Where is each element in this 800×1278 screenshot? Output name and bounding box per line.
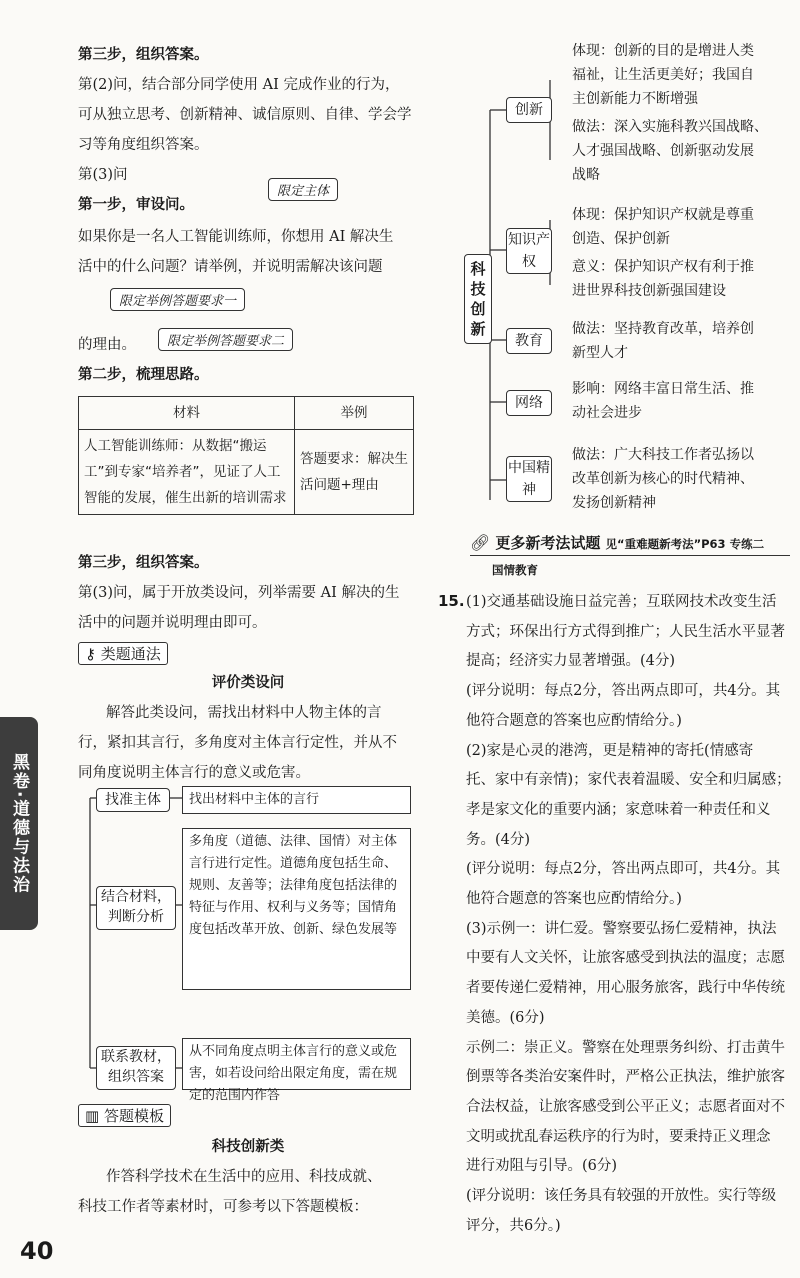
section1-para-line1: 解答此类设问，需找出材料中人物主体的言 bbox=[106, 705, 382, 721]
ip-line1: 体现：保护知识产权就是尊重 bbox=[572, 207, 754, 223]
answer-line: 他符合题意的答案也应酌情给分。) bbox=[466, 712, 682, 729]
question-number: 15. bbox=[438, 592, 465, 610]
flow-text-identify-subject: 找出材料中主体的言行 bbox=[182, 786, 411, 814]
step3-title: 第三步，组织答案。 bbox=[78, 46, 209, 63]
link-icon: 🔗︎ bbox=[470, 533, 491, 552]
step3b-text-line2: 活中的问题并说明理由即可。 bbox=[78, 615, 267, 631]
flow-text-analyze: 多角度（道德、法律、国情）对主体言行进行定性。道德角度包括生命、规则、友善等；法律角度包括法律的特征与作用、权利与义务等；国情角度包括改革开放、创新、绿色发展等 bbox=[182, 828, 411, 990]
network-line2: 动社会进步 bbox=[572, 405, 642, 421]
answer-line: (1)交通基础设施日益完善；互联网技术改变生活 bbox=[466, 594, 777, 610]
ip-line4: 进世界科技创新强国建设 bbox=[572, 283, 726, 299]
section1-para-line3: 同角度说明主体言行的意义或危害。 bbox=[78, 765, 310, 781]
network-line1: 影响：网络丰富日常生活、推 bbox=[572, 381, 754, 397]
table-header-example: 举例 bbox=[295, 397, 414, 430]
answer-line: (评分说明：每点2分，答出两点即可，共4分。其 bbox=[466, 683, 781, 700]
answer-line: 孝是家文化的重要内涵；家意味着一种责任和义 bbox=[466, 801, 771, 818]
flow-node-organize: 联系教材，组织答案 bbox=[96, 1046, 176, 1090]
answer-line: 托、家中有亲情)；家代表着温暖、安全和归属感； bbox=[466, 772, 791, 789]
mindmap-node-innovation: 创新 bbox=[506, 97, 552, 123]
table-cell-example: 答题要求：解决生活问题+理由 bbox=[295, 430, 414, 515]
question-line2: 活中的什么问题？请举例，并说明需解决该问题 bbox=[78, 259, 383, 275]
section2-para-line2: 科技工作者等素材时，可参考以下答题模板： bbox=[78, 1199, 368, 1215]
china-spirit-line1: 做法：广大科技工作者弘扬以 bbox=[572, 447, 754, 463]
section-title-evaluation: 评价类设问 bbox=[211, 674, 285, 691]
answer-block bbox=[466, 588, 792, 1241]
flow-text-organize: 从不同角度点明主体言行的意义或危害，如若设问给出限定角度，需在规定的范围内作答 bbox=[182, 1038, 411, 1090]
ip-line2: 创造、保护创新 bbox=[572, 231, 670, 247]
answer-line: (3)示例一：讲仁爱。警察要弘扬仁爱精神，执法 bbox=[466, 920, 777, 937]
answer-line: 文明或扰乱春运秩序的行为时，要秉持正义理念 bbox=[466, 1128, 771, 1145]
innovation-line2: 福祉，让生活更美好；我国自 bbox=[572, 67, 754, 83]
mindmap-node-education: 教育 bbox=[506, 328, 552, 354]
page-number: 40 bbox=[20, 1237, 54, 1265]
section-title-tech: 科技创新类 bbox=[211, 1138, 285, 1155]
answer-line: (评分说明：每点2分，答出两点即可，共4分。其 bbox=[466, 861, 781, 878]
section2-para-line1: 作答科学技术在生活中的应用、科技成就、 bbox=[106, 1169, 382, 1185]
step3-text-line1: 第(2)问，结合部分同学使用 AI 完成作业的行为， bbox=[78, 77, 400, 93]
callout-requirement-1: 限定举例答题要求一 bbox=[110, 288, 245, 311]
flow-node-analyze: 结合材料，判断分析 bbox=[96, 886, 176, 930]
answer-line: 他符合题意的答案也应酌情给分。) bbox=[466, 891, 682, 908]
answer-line: 方式；环保出行方式得到推广；人民生活水平显著 bbox=[466, 623, 785, 640]
education-line1: 做法：坚持教育改革，培养创 bbox=[572, 321, 754, 337]
innovation-line3: 主创新能力不断增强 bbox=[572, 91, 698, 107]
step2-title: 第二步，梳理思路。 bbox=[78, 366, 209, 383]
innovation-line5: 人才强国战略、创新驱动发展 bbox=[572, 143, 754, 159]
innovation-line1: 体现：创新的目的是增进人类 bbox=[572, 43, 754, 59]
key-icon: ⚷ bbox=[85, 645, 96, 663]
step3-text-line2: 可从独立思考、创新精神、诚信原则、自律、学会学 bbox=[78, 107, 412, 123]
education-line2: 新型人才 bbox=[572, 345, 628, 361]
china-spirit-line3: 发扬创新精神 bbox=[572, 495, 656, 511]
question-line1: 如果你是一名人工智能训练师，你想用 AI 解决生 bbox=[78, 229, 394, 245]
answer-line: 提高；经济实力显著增强。(4分) bbox=[466, 653, 676, 670]
answer-line: 倒票等各类治安案件时，严格公正执法，维护旅客 bbox=[466, 1069, 785, 1086]
step1-title: 第一步，审设问。 bbox=[78, 196, 194, 213]
more-questions-banner bbox=[470, 532, 790, 556]
q3-label: 第(3)问 bbox=[78, 167, 128, 183]
answer-line: (2)家是心灵的港湾，更是精神的寄托(情感寄 bbox=[466, 742, 754, 759]
section1-para-line2: 行，紧扣其言行，多角度对主体言行定性，并从不 bbox=[78, 735, 397, 751]
callout-subject: 限定主体 bbox=[268, 178, 338, 201]
answer-line: 美德。(6分) bbox=[466, 1009, 545, 1026]
answer-line: 进行劝阻与引导。(6分) bbox=[466, 1158, 618, 1175]
table-cell-material: 人工智能训练师：从数据“搬运工”到专家“培养者”，见证了人工智能的发展，催生出新的培训需求 bbox=[79, 430, 295, 515]
section-badge-method: ⚷ 类题通法 bbox=[78, 642, 168, 665]
china-spirit-line2: 改革创新为核心的时代精神、 bbox=[572, 471, 754, 487]
answer-line: 中要有人文关怀，让旅客感受到执法的温度；志愿 bbox=[466, 950, 785, 967]
step3b-text-line1: 第(3)问，属于开放类设问，列举需要 AI 解决的生 bbox=[78, 585, 400, 601]
innovation-line6: 战略 bbox=[572, 167, 600, 183]
section-badge-template: ▥ 答题模板 bbox=[78, 1104, 171, 1127]
mindmap-node-network: 网络 bbox=[506, 390, 552, 416]
answer-line: 合法权益，让旅客感受到公平正义；志愿者面对不 bbox=[466, 1098, 785, 1115]
book-icon: ▥ bbox=[85, 1107, 100, 1125]
more-questions-ref: 见“重难题新考法”P63 专练二 bbox=[605, 537, 765, 551]
answer-line: 务。(4分) bbox=[466, 831, 531, 848]
more-questions-title: 更多新考法试题 bbox=[495, 534, 601, 552]
step3-text-line3: 习等角度组织答案。 bbox=[78, 137, 209, 153]
ip-line3: 意义：保护知识产权有利于推 bbox=[572, 259, 754, 275]
innovation-line4: 做法：深入实施科教兴国战略、 bbox=[572, 119, 768, 135]
answer-line: 示例二：崇正义。警察在处理票务纠纷、打击黄牛 bbox=[466, 1039, 785, 1056]
mindmap-root: 科技创新 bbox=[464, 254, 492, 344]
subject-side-tab: 黑卷·道德与法治 bbox=[0, 717, 38, 930]
mindmap-node-ip: 知识产权 bbox=[506, 228, 552, 274]
callout-requirement-2: 限定举例答题要求二 bbox=[158, 328, 293, 351]
question-line3: 的理由。 bbox=[78, 337, 136, 353]
more-questions-ref2: 国情教育 bbox=[492, 563, 538, 577]
table-header-material: 材料 bbox=[79, 397, 295, 430]
answer-line: 者要传递仁爱精神，用心服务旅客，践行中华传统 bbox=[466, 980, 785, 997]
analysis-table bbox=[78, 396, 414, 515]
mindmap-node-china-spirit: 中国精神 bbox=[506, 456, 552, 502]
mindmap-connectors bbox=[440, 80, 580, 500]
step3b-title: 第三步，组织答案。 bbox=[78, 554, 209, 571]
answer-line: 评分，共6分。) bbox=[466, 1217, 561, 1234]
flow-node-identify-subject: 找准主体 bbox=[96, 788, 170, 812]
answer-line: (评分说明：该任务具有较强的开放性。实行等级 bbox=[466, 1188, 777, 1205]
